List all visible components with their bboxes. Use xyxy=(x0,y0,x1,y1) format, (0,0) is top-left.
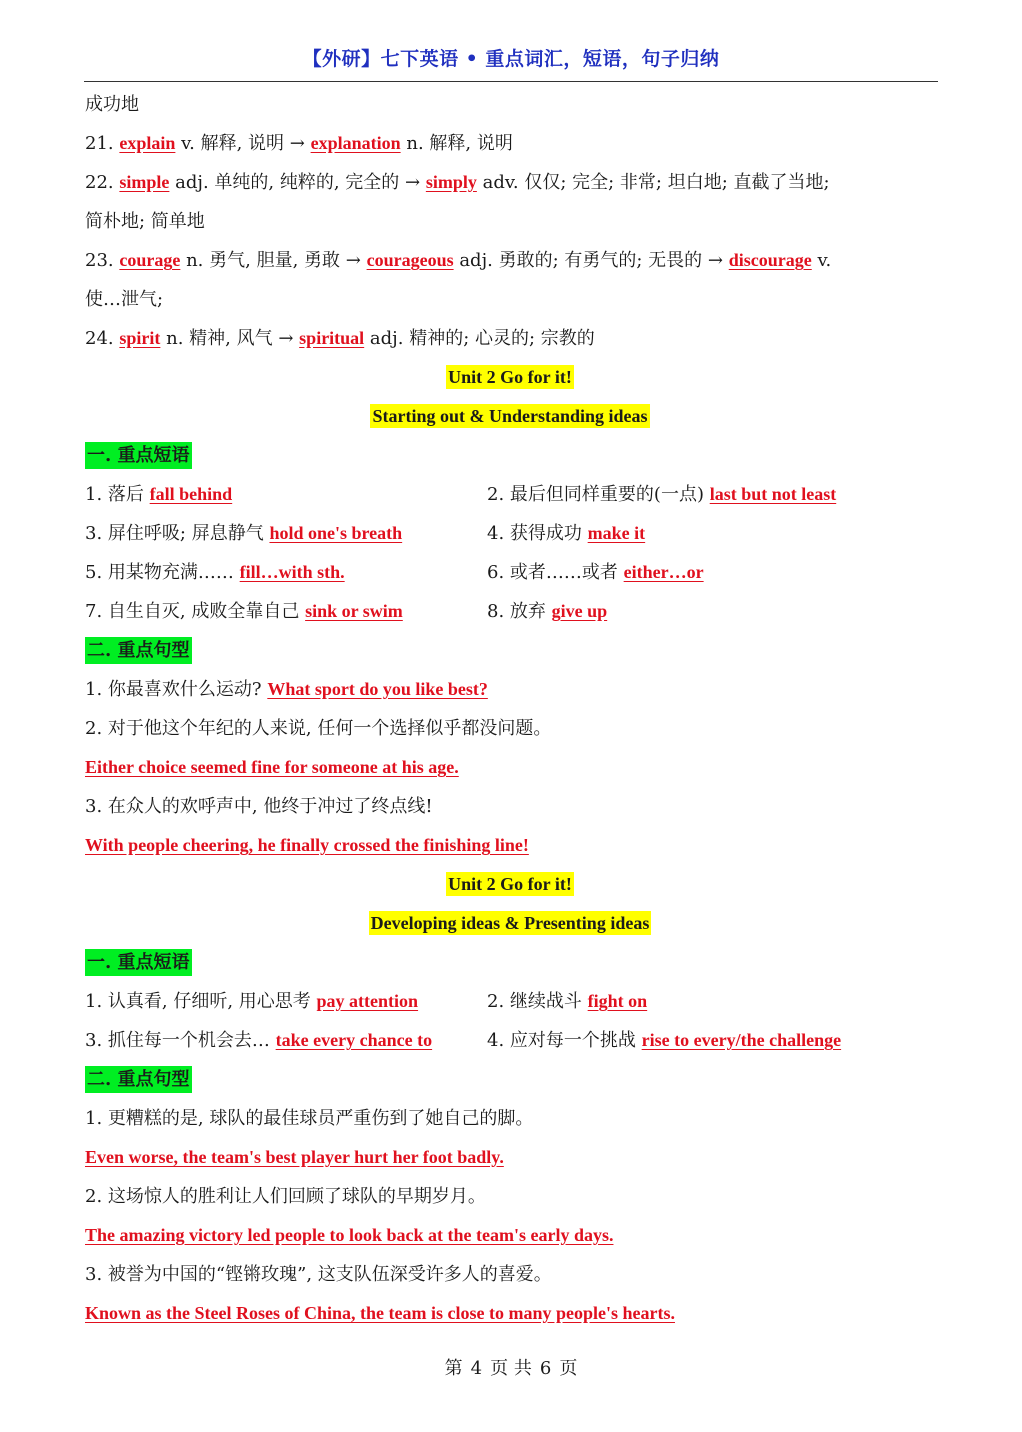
vocab-item-24: 24. spirit n. 精神, 风气 → spiritual adj. 精神的; 心灵的; 宗教的 xyxy=(85,328,595,349)
vocab-item-23: 23. courage n. 勇气, 胆量, 勇敢 → courageous adj. 勇敢的; 有勇气的; 无畏的 → discourage v. xyxy=(85,250,832,271)
vocab-item-23-continuation: 使…泄气; xyxy=(85,289,164,310)
sentence-item: 1. 更糟糕的是, 球队的最佳球员严重伤到了她自己的脚。 xyxy=(85,1108,534,1129)
phrase-item: 6. 或者……或者 either…or xyxy=(487,562,704,583)
phrase-item: 3. 抓住每一个机会去… take every chance to xyxy=(85,1030,433,1051)
arrow-icon: → xyxy=(345,250,361,271)
sentence-item: 1. 你最喜欢什么运动? What sport do you like best? xyxy=(85,679,488,700)
sentence-item: 3. 在众人的欢呼声中, 他终于冲过了终点线! xyxy=(85,796,433,817)
total-pages: 6 xyxy=(539,1358,552,1379)
arrow-icon: → xyxy=(278,328,294,349)
phrase-row xyxy=(85,1024,935,1063)
page-content xyxy=(85,88,935,1336)
phrase-item: 2. 继续战斗 fight on xyxy=(487,991,648,1012)
vocab-derived-word: simply xyxy=(425,172,477,192)
phrase-row xyxy=(85,556,935,595)
phrase-item: 5. 用某物充满…… fill…with sth. xyxy=(85,562,345,583)
vocab-continuation-20: 成功地 xyxy=(85,94,139,115)
vocab-derived-word: spiritual xyxy=(299,328,365,348)
phrase-row xyxy=(85,517,935,556)
section2-unit-title: Unit 2 Go for it! xyxy=(448,874,572,894)
phrase-item: 3. 屏住呼吸; 屏息静气 hold one's breath xyxy=(85,523,403,544)
vocab-word: courage xyxy=(119,250,181,270)
phrase-row xyxy=(85,985,935,1024)
vocab-word: explain xyxy=(119,133,176,153)
vocab-word: spirit xyxy=(119,328,161,348)
section2-subtitle: Developing ideas & Presenting ideas xyxy=(370,913,650,933)
section1-sentences-heading: 二. 重点句型 xyxy=(85,634,935,673)
vocab-derived-word: courageous xyxy=(366,250,454,270)
section1-phrases-heading: 一. 重点短语 xyxy=(85,439,935,478)
sentence-item: 2. 这场惊人的胜利让人们回顾了球队的早期岁月。 xyxy=(85,1186,486,1207)
vocab-item-22-continuation: 简朴地; 简单地 xyxy=(85,211,205,232)
phrase-item: 8. 放弃 give up xyxy=(487,601,608,622)
phrase-item: 7. 自生自灭, 成败全靠自己 sink or swim xyxy=(85,601,403,622)
section1-unit-title: Unit 2 Go for it! xyxy=(448,367,572,387)
page-header: 【外研】七下英语 • 重点词汇，短语，句子归纳 xyxy=(302,48,720,70)
vocab-derived-word: explanation xyxy=(310,133,401,153)
phrase-item: 1. 认真看, 仔细听, 用心思考 pay attention xyxy=(85,991,419,1012)
sentence-answer: Even worse, the team's best player hurt her foot badly. xyxy=(85,1147,504,1167)
sentence-item: 2. 对于他这个年纪的人来说, 任何一个选择似乎都没问题。 xyxy=(85,718,552,739)
vocab-item-21: 21. explain v. 解释, 说明 → explanation n. 解释, 说明 xyxy=(85,133,513,154)
phrase-item: 4. 获得成功 make it xyxy=(487,523,646,544)
phrase-item: 2. 最后但同样重要的(一点) last but not least xyxy=(487,484,837,505)
phrase-item: 1. 落后 fall behind xyxy=(85,484,233,505)
arrow-icon: → xyxy=(405,172,421,193)
sentence-answer: The amazing victory led people to look back at the team's early days. xyxy=(85,1225,614,1245)
header-rule xyxy=(84,81,938,82)
section2-sentences-heading: 二. 重点句型 xyxy=(85,1063,935,1102)
section1-subtitle: Starting out & Understanding ideas xyxy=(372,406,648,426)
phrase-row xyxy=(85,595,935,634)
sentence-item: 3. 被誉为中国的“铿锵玫瑰”, 这支队伍深受许多人的喜爱。 xyxy=(85,1264,552,1285)
sentence-answer: With people cheering, he finally crossed the finishing line! xyxy=(85,835,529,855)
page-footer: 第 4 页 共 6 页 xyxy=(444,1358,578,1379)
section2-phrases-heading: 一. 重点短语 xyxy=(85,946,935,985)
sentence-answer: Known as the Steel Roses of China, the team is close to many people's hearts. xyxy=(85,1303,675,1323)
vocab-item-22: 22. simple adj. 单纯的, 纯粹的, 完全的 → simply adv. 仅仅; 完全; 非常; 坦白地; 直截了当地; xyxy=(85,172,830,193)
page-number: 4 xyxy=(470,1358,483,1379)
arrow-icon: → xyxy=(707,250,724,271)
sentence-answer: Either choice seemed fine for someone at his age. xyxy=(85,757,459,777)
phrase-row xyxy=(85,478,935,517)
vocab-derived-word: discourage xyxy=(728,250,812,270)
arrow-icon: → xyxy=(289,133,305,154)
phrase-item: 4. 应对每一个挑战 rise to every/the challenge xyxy=(487,1030,842,1051)
vocab-word: simple xyxy=(119,172,170,192)
